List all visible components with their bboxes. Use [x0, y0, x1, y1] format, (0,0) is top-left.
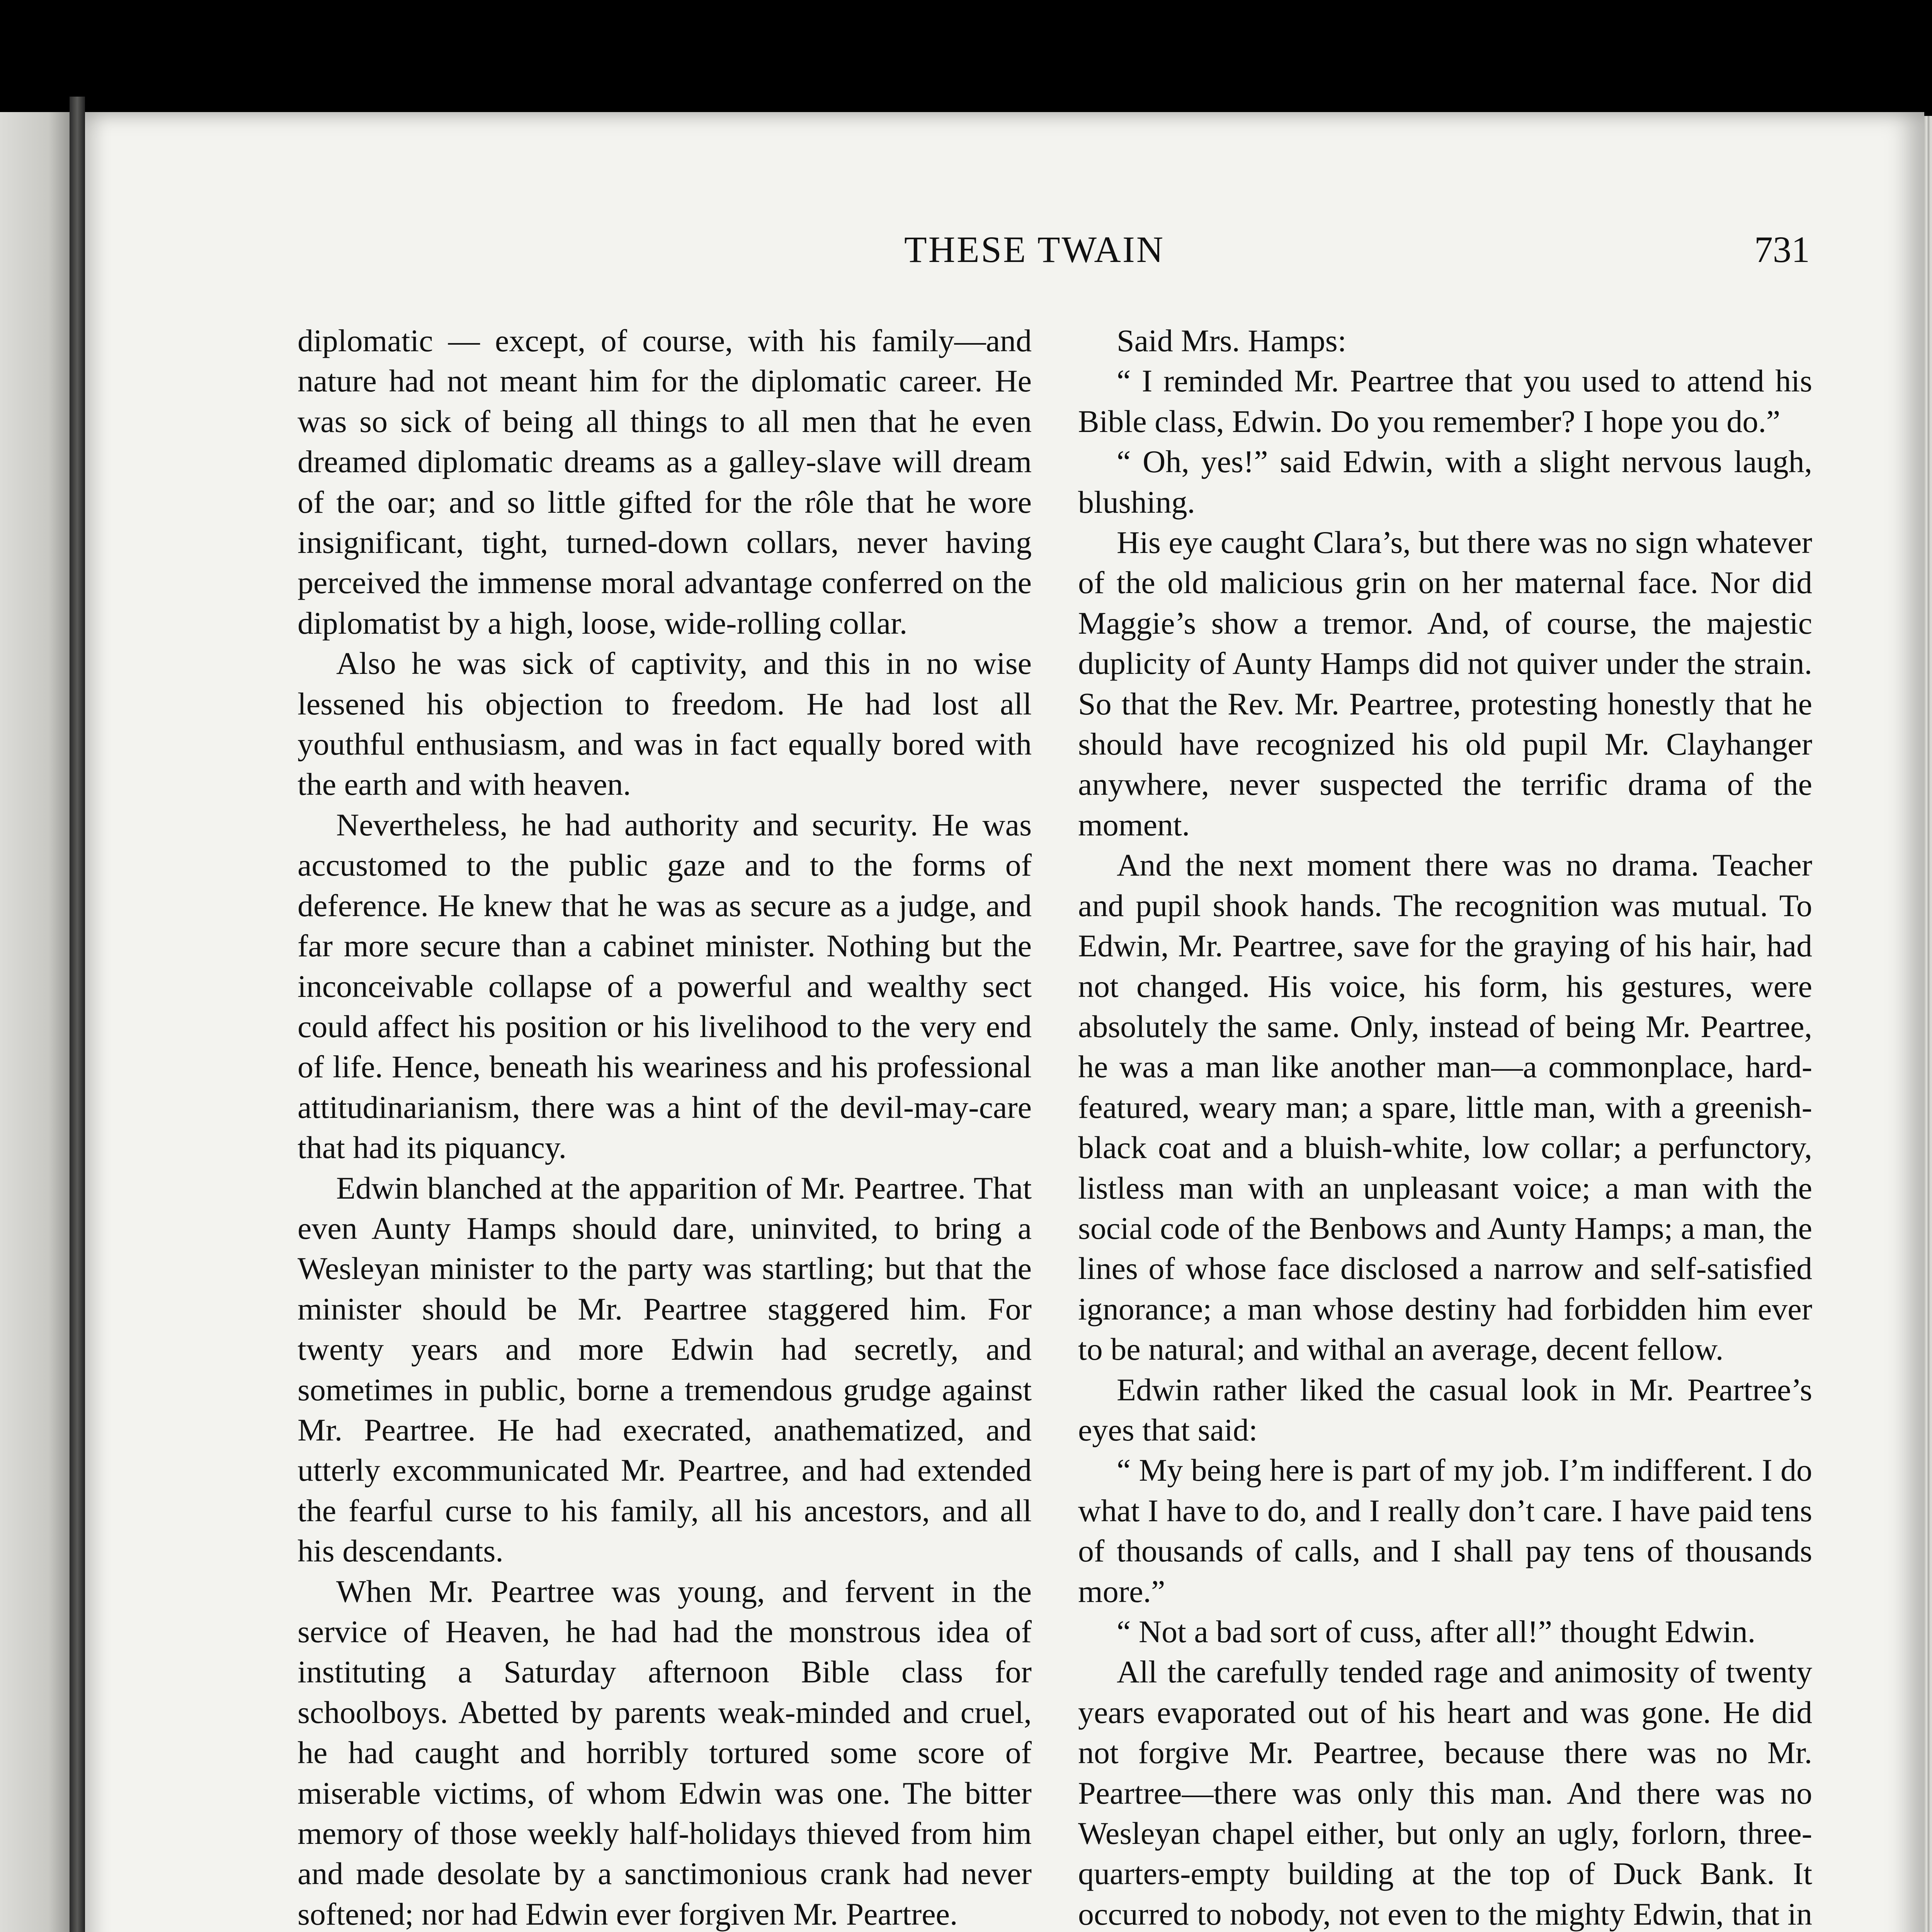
right-text-column [1078, 321, 1812, 1932]
paragraph: Said Mrs. Hamps: [1117, 323, 1347, 358]
book-binding [70, 97, 85, 1932]
paragraph: “ Not a bad sort of cuss, after all!” thought Edwin. [1117, 1614, 1756, 1649]
paragraph: When Mr. Peartree was young, and fervent in the service of Heaven, he had had the monstrous idea of instituting a Saturday afternoon Bible class for schoolboys. Abetted by parents weak-minded and cruel, he had caught and horribly tortured some score of miserable victims, of whom Edwin was one. The bitter memory of those weekly half-holidays thieved from him and made desolate by a sanctimonious crank had never softened; nor had Edwin ever forgiven Mr. Peartree. [298, 1573, 1032, 1932]
paragraph: His eye caught Clara’s, but there was no sign whatever of the old malicious grin on her maternal face. Nor did Maggie’s show a tremor. And, of course, the majestic duplicity of Aunty Hamps did not quiver under the strain. So that the Rev. Mr. Peartree, protesting honestly that he should have recognized his old pupil Mr. Clayhanger anywhere, never suspected the terrific drama of the moment. [1078, 525, 1812, 842]
paragraph: And the next moment there was no drama. Teacher and pupil shook hands. The recognition was mutual. To Edwin, Mr. Peartree, save for the graying of his hair, had not changed. His voice, his form, his gestures, were absolutely the same. Only, instead of being Mr. Peartree, he was a man like another man—a commonplace, hard-featured, weary man; a spare, little man, with a greenish-black coat and a bluish-white, low collar; a perfunctory, listless man with an unpleasant voice; a man with the social code of the Benbows and Aunty Hamps; a man, the lines of whose face disclosed a narrow and self-satisfied ignorance; a man whose destiny had forbidden him ever to be natural; and withal an average, decent fellow. [1078, 847, 1812, 1367]
paragraph: Nevertheless, he had authority and security. He was accustomed to the public gaze and to the forms of deference. He knew that he was as secure as a judge, and far more secure than a cabinet minister. Nothing but the inconceivable collapse of a powerful and wealthy sect could affect his position or his livelihood to the very end of life. Hence, beneath his weariness and his professional attitudinarianism, there was a hint of the devil-may-care that had its piquancy. [298, 807, 1032, 1165]
left-text-column [298, 321, 1032, 1932]
paragraph: Edwin blanched at the apparition of Mr. Peartree. That even Aunty Hamps should dare, uninvited, to bring a Wesleyan minister to the party was startling; but that the minister should be Mr. Peartree staggered him. For twenty years and more Edwin had secretly, and sometimes in public, borne a tremendous grudge against Mr. Peartree. He had execrated, anathematized, and utterly excommunicated Mr. Peartree, and had extended the fearful curse to his family, all his ancestors, and all his descendants. [298, 1170, 1032, 1569]
paragraph: Also he was sick of captivity, and this in no wise lessened his objection to freedom. He had lost all youthful enthusiasm, and was in fact equally bored with the earth and with heaven. [298, 646, 1032, 802]
paragraph: “ My being here is part of my job. I’m indifferent. I do what I have to do, and I really don’t care. I have paid tens of thousands of calls, and I shall pay tens of thousands more.” [1078, 1452, 1812, 1609]
page-number: 731 [1754, 229, 1810, 270]
paragraph: All the carefully tended rage and animosity of twenty years evaporated out of his heart and was gone. He did not forgive Mr. Peartree, because there was no Mr. Peartree—there was only this man. And there was no Wesleyan chapel either, but only an ugly, forlorn, three-quarters-empty building at the top of Duck Bank. It occurred to nobody, not even to the mighty Edwin, that in [1078, 1654, 1812, 1932]
paragraph: diplomatic — except, of course, with his family—and nature had not meant him for the diplomatic career. He was so sick of being all things to all men that he even dreamed diplomatic dreams as a galley-slave will dream of the oar; and so little gifted for the rôle that he wore insignificant, tight, turned-down collars, never having perceived the immense moral advantage conferred on the diplomatist by a high, loose, wide-rolling collar. [298, 323, 1032, 641]
paragraph: “ I reminded Mr. Peartree that you used to attend his Bible class, Edwin. Do you remember? I hope you do.” [1078, 363, 1812, 439]
page-stack-edge [1924, 116, 1932, 1932]
paragraph: “ Oh, yes!” said Edwin, with a slight nervous laugh, blushing. [1078, 444, 1812, 520]
running-title: THESE TWAIN [904, 229, 1165, 270]
paragraph: Edwin rather liked the casual look in Mr. Peartree’s eyes that said: [1078, 1372, 1812, 1447]
previous-page-edge [0, 112, 70, 1932]
